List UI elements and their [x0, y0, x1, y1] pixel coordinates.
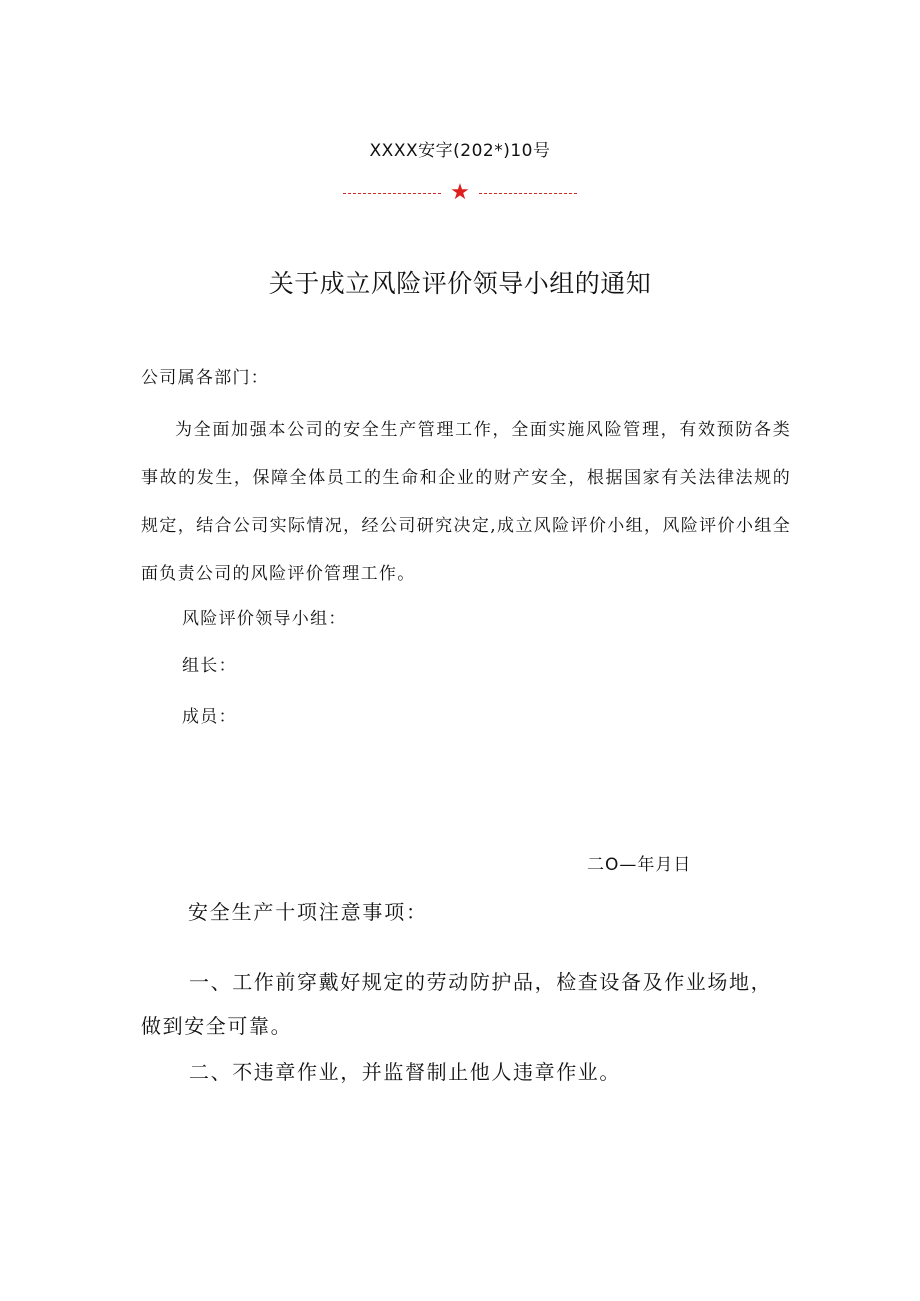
- notice-title: 关于成立风险评价领导小组的通知: [268, 269, 652, 298]
- divider-line-right: [479, 193, 577, 194]
- leader-label: 组长：: [182, 656, 237, 676]
- safety-note-item: 二、不违章作业，并监督制止他人违章作业。: [189, 1060, 621, 1084]
- addressee: 公司属各部门：: [141, 368, 270, 388]
- group-label: 风险评价领导小组：: [182, 609, 347, 629]
- red-divider: [343, 178, 577, 208]
- divider-line-left: [343, 193, 441, 194]
- notice-body-paragraph: 为全面加强本公司的安全生产管理工作，全面实施风险管理，有效预防各类事故的发生，保障全体员工的生命和企业的财产安全，根据国家有关法律法规的规定，结合公司实际情况，经公司研究决定,成立风险评价小组，风险评价小组全面负责公司的风险评价管理工作。: [141, 420, 791, 584]
- members-label: 成员：: [182, 707, 237, 727]
- safety-notes-title: 安全生产十项注意事项：: [188, 900, 428, 924]
- safety-note-item: 一、工作前穿戴好规定的劳动防护品，检查设备及作业场地，做到安全可靠。: [141, 970, 773, 1038]
- star-icon: ★: [450, 180, 470, 205]
- document-number: XXXX安字(202*)10号: [369, 141, 551, 161]
- date-line: 二O—年月日: [587, 855, 692, 875]
